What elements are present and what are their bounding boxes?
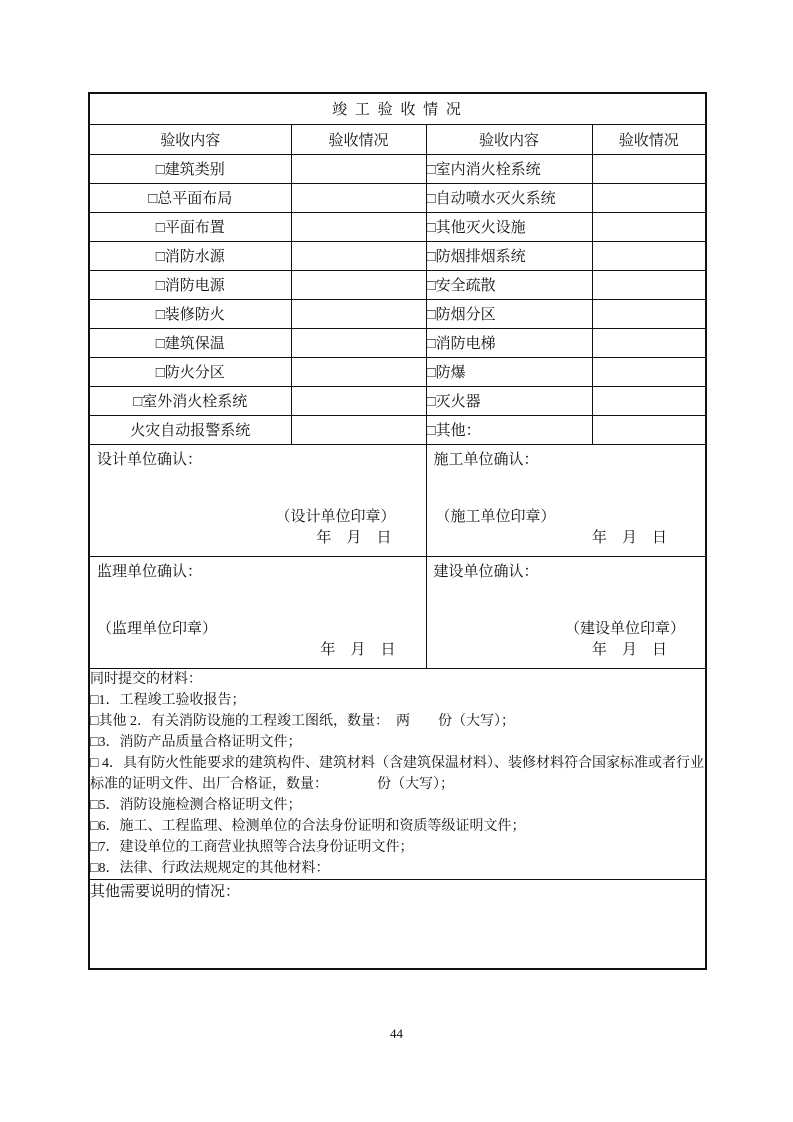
checkbox-icon: □	[155, 365, 165, 381]
acceptance-item-label: 安全疏散	[435, 278, 496, 294]
confirmation-row-bottom	[89, 556, 706, 668]
checkbox-icon: □	[155, 220, 165, 236]
acceptance-item-label: 室内消火栓系统	[435, 162, 541, 178]
notes-row	[89, 879, 706, 969]
acceptance-item-cell	[426, 241, 592, 270]
acceptance-item-label: 总平面布局	[157, 191, 233, 207]
acceptance-status-cell	[592, 270, 706, 299]
construction-unit-confirmation-label: 施工单位确认：	[433, 451, 539, 468]
checkbox-icon: □	[90, 860, 99, 876]
acceptance-item-label: 防火分区	[164, 365, 225, 381]
material-item	[90, 711, 705, 732]
material-item-text: 3．消防产品质量合格证明文件；	[98, 734, 302, 750]
acceptance-status-cell	[291, 270, 426, 299]
checkbox-icon: □	[155, 249, 165, 265]
acceptance-item-cell	[89, 154, 291, 183]
acceptance-item-cell	[89, 241, 291, 270]
supervision-unit-confirmation-cell	[89, 556, 426, 668]
acceptance-status-cell	[592, 299, 706, 328]
material-item-text: 1．工程竣工验收报告；	[98, 692, 246, 708]
acceptance-item-label: 室外消火栓系统	[142, 394, 248, 410]
material-item-text: 8．法律、行政法规规定的其他材料：	[98, 860, 330, 876]
other-notes-label: 其他需要说明的情况：	[90, 883, 241, 900]
acceptance-item-label: 灭火器	[435, 394, 481, 410]
acceptance-item-label: 建筑类别	[164, 162, 225, 178]
checkbox-icon: □	[133, 394, 143, 410]
acceptance-status-cell	[291, 154, 426, 183]
checkbox-icon: □	[90, 839, 99, 855]
table-title-row	[89, 93, 706, 124]
acceptance-item-cell	[89, 212, 291, 241]
checkbox-icon: □	[426, 365, 436, 381]
acceptance-status-cell	[592, 328, 706, 357]
developer-unit-confirmation-cell	[426, 556, 706, 668]
material-item	[90, 690, 705, 711]
acceptance-item-label: 平面布置	[164, 220, 225, 236]
acceptance-status-cell	[291, 415, 426, 444]
acceptance-status-cell	[592, 212, 706, 241]
table-row	[89, 183, 706, 212]
table-row	[89, 241, 706, 270]
developer-unit-seal-placeholder: （建设单位印章）	[565, 620, 686, 637]
acceptance-item-label: 火灾自动报警系统	[130, 423, 251, 439]
acceptance-status-cell	[291, 299, 426, 328]
acceptance-item-cell	[89, 415, 291, 444]
checkbox-icon: □	[426, 307, 436, 323]
acceptance-item-cell	[426, 357, 592, 386]
material-item-text: 7．建设单位的工商营业执照等合法身份证明文件；	[98, 839, 414, 855]
material-item	[90, 858, 705, 879]
material-item-text: 其他 2．有关消防设施的工程竣工图纸，数量： 两 份（大写）；	[98, 713, 515, 729]
acceptance-item-cell	[426, 299, 592, 328]
column-header-content-left: 验收内容	[89, 124, 291, 154]
acceptance-item-cell	[426, 328, 592, 357]
materials-row	[89, 668, 706, 879]
checkbox-icon: □	[426, 162, 436, 178]
acceptance-item-cell	[89, 357, 291, 386]
acceptance-status-cell	[592, 154, 706, 183]
construction-unit-seal-placeholder: （施工单位印章）	[435, 508, 556, 525]
confirmation-row-top	[89, 444, 706, 556]
submitted-materials-cell	[89, 668, 706, 879]
material-item-text: 5．消防设施检测合格证明文件；	[98, 797, 302, 813]
completion-acceptance-form	[88, 92, 705, 970]
checkbox-icon: □	[426, 423, 436, 439]
supervision-unit-date-line: 年 月 日	[320, 641, 396, 658]
checkbox-icon: □	[90, 713, 99, 729]
material-item	[90, 753, 705, 795]
acceptance-status-cell	[592, 386, 706, 415]
material-item	[90, 732, 705, 753]
checkbox-icon: □	[90, 818, 99, 834]
acceptance-status-cell	[592, 357, 706, 386]
table-row	[89, 386, 706, 415]
checkbox-icon: □	[155, 307, 165, 323]
checkbox-icon: □	[426, 191, 436, 207]
acceptance-item-label: 其他灭火设施	[435, 220, 526, 236]
acceptance-item-cell	[89, 386, 291, 415]
material-item	[90, 837, 705, 858]
acceptance-status-cell	[291, 212, 426, 241]
acceptance-item-cell	[426, 212, 592, 241]
acceptance-item-cell	[426, 415, 592, 444]
supervision-unit-confirmation-label: 监理单位确认：	[97, 563, 203, 580]
table-row	[89, 328, 706, 357]
page-number: 44	[390, 1026, 403, 1041]
table-row	[89, 270, 706, 299]
material-item	[90, 816, 705, 837]
construction-unit-confirmation-cell	[426, 444, 706, 556]
table-row	[89, 357, 706, 386]
checkbox-icon: □	[155, 336, 165, 352]
acceptance-item-cell	[426, 154, 592, 183]
developer-unit-date-line: 年 月 日	[592, 641, 668, 658]
acceptance-status-cell	[291, 386, 426, 415]
checkbox-icon: □	[90, 692, 99, 708]
acceptance-status-cell	[291, 328, 426, 357]
acceptance-item-label: 防爆	[435, 365, 466, 381]
acceptance-item-cell	[426, 183, 592, 212]
material-item-text: 4．具有防火性能要求的建筑构件、建筑材料（含建筑保温材料）、装修材料符合国家标准或者行业标准的证明文件、出厂合格证，数量： 份（大写）；	[90, 755, 704, 792]
table-title: 竣 工 验 收 情 况	[89, 93, 706, 124]
column-header-status-left: 验收情况	[291, 124, 426, 154]
other-notes-cell	[89, 879, 706, 969]
checkbox-icon: □	[90, 797, 99, 813]
acceptance-item-label: 消防电梯	[435, 336, 496, 352]
acceptance-item-cell	[89, 183, 291, 212]
acceptance-item-label: 建筑保温	[164, 336, 225, 352]
acceptance-status-cell	[291, 241, 426, 270]
acceptance-item-label: 防烟分区	[435, 307, 496, 323]
checkbox-icon: □	[155, 162, 165, 178]
checkbox-icon: □	[426, 278, 436, 294]
supervision-unit-seal-placeholder: （监理单位印章）	[97, 620, 218, 637]
checkbox-icon: □	[90, 755, 99, 771]
checkbox-icon: □	[148, 191, 158, 207]
material-item-text: 6．施工、工程监理、检测单位的合法身份证明和资质等级证明文件；	[98, 818, 526, 834]
acceptance-item-cell	[89, 270, 291, 299]
material-item	[90, 795, 705, 816]
developer-unit-confirmation-label: 建设单位确认：	[433, 563, 539, 580]
acceptance-item-label: 其他：	[435, 423, 481, 439]
table-row	[89, 299, 706, 328]
checkbox-icon: □	[426, 394, 436, 410]
design-unit-confirmation-cell	[89, 444, 426, 556]
acceptance-status-cell	[291, 183, 426, 212]
column-header-status-right: 验收情况	[592, 124, 706, 154]
table-row	[89, 415, 706, 444]
checkbox-icon: □	[426, 336, 436, 352]
acceptance-status-cell	[592, 415, 706, 444]
acceptance-status-cell	[592, 241, 706, 270]
design-unit-seal-placeholder: （设计单位印章）	[275, 508, 396, 525]
acceptance-item-cell	[89, 328, 291, 357]
checkbox-icon: □	[90, 734, 99, 750]
acceptance-item-label: 装修防火	[164, 307, 225, 323]
column-header-content-right: 验收内容	[426, 124, 592, 154]
construction-unit-date-line: 年 月 日	[592, 529, 668, 546]
design-unit-date-line: 年 月 日	[316, 529, 392, 546]
acceptance-item-cell	[89, 299, 291, 328]
table-row	[89, 212, 706, 241]
acceptance-item-label: 消防水源	[164, 249, 225, 265]
checkbox-icon: □	[155, 278, 165, 294]
design-unit-confirmation-label: 设计单位确认：	[97, 451, 203, 468]
acceptance-item-label: 防烟排烟系统	[435, 249, 526, 265]
table-row	[89, 154, 706, 183]
checkbox-icon: □	[426, 249, 436, 265]
acceptance-item-cell	[426, 386, 592, 415]
completion-acceptance-table	[88, 92, 707, 970]
checkbox-icon: □	[426, 220, 436, 236]
table-header-row	[89, 124, 706, 154]
acceptance-status-cell	[592, 183, 706, 212]
materials-heading: 同时提交的材料：	[90, 671, 202, 687]
acceptance-item-label: 自动喷水灭火系统	[435, 191, 556, 207]
acceptance-item-cell	[426, 270, 592, 299]
acceptance-item-label: 消防电源	[164, 278, 225, 294]
acceptance-status-cell	[291, 357, 426, 386]
